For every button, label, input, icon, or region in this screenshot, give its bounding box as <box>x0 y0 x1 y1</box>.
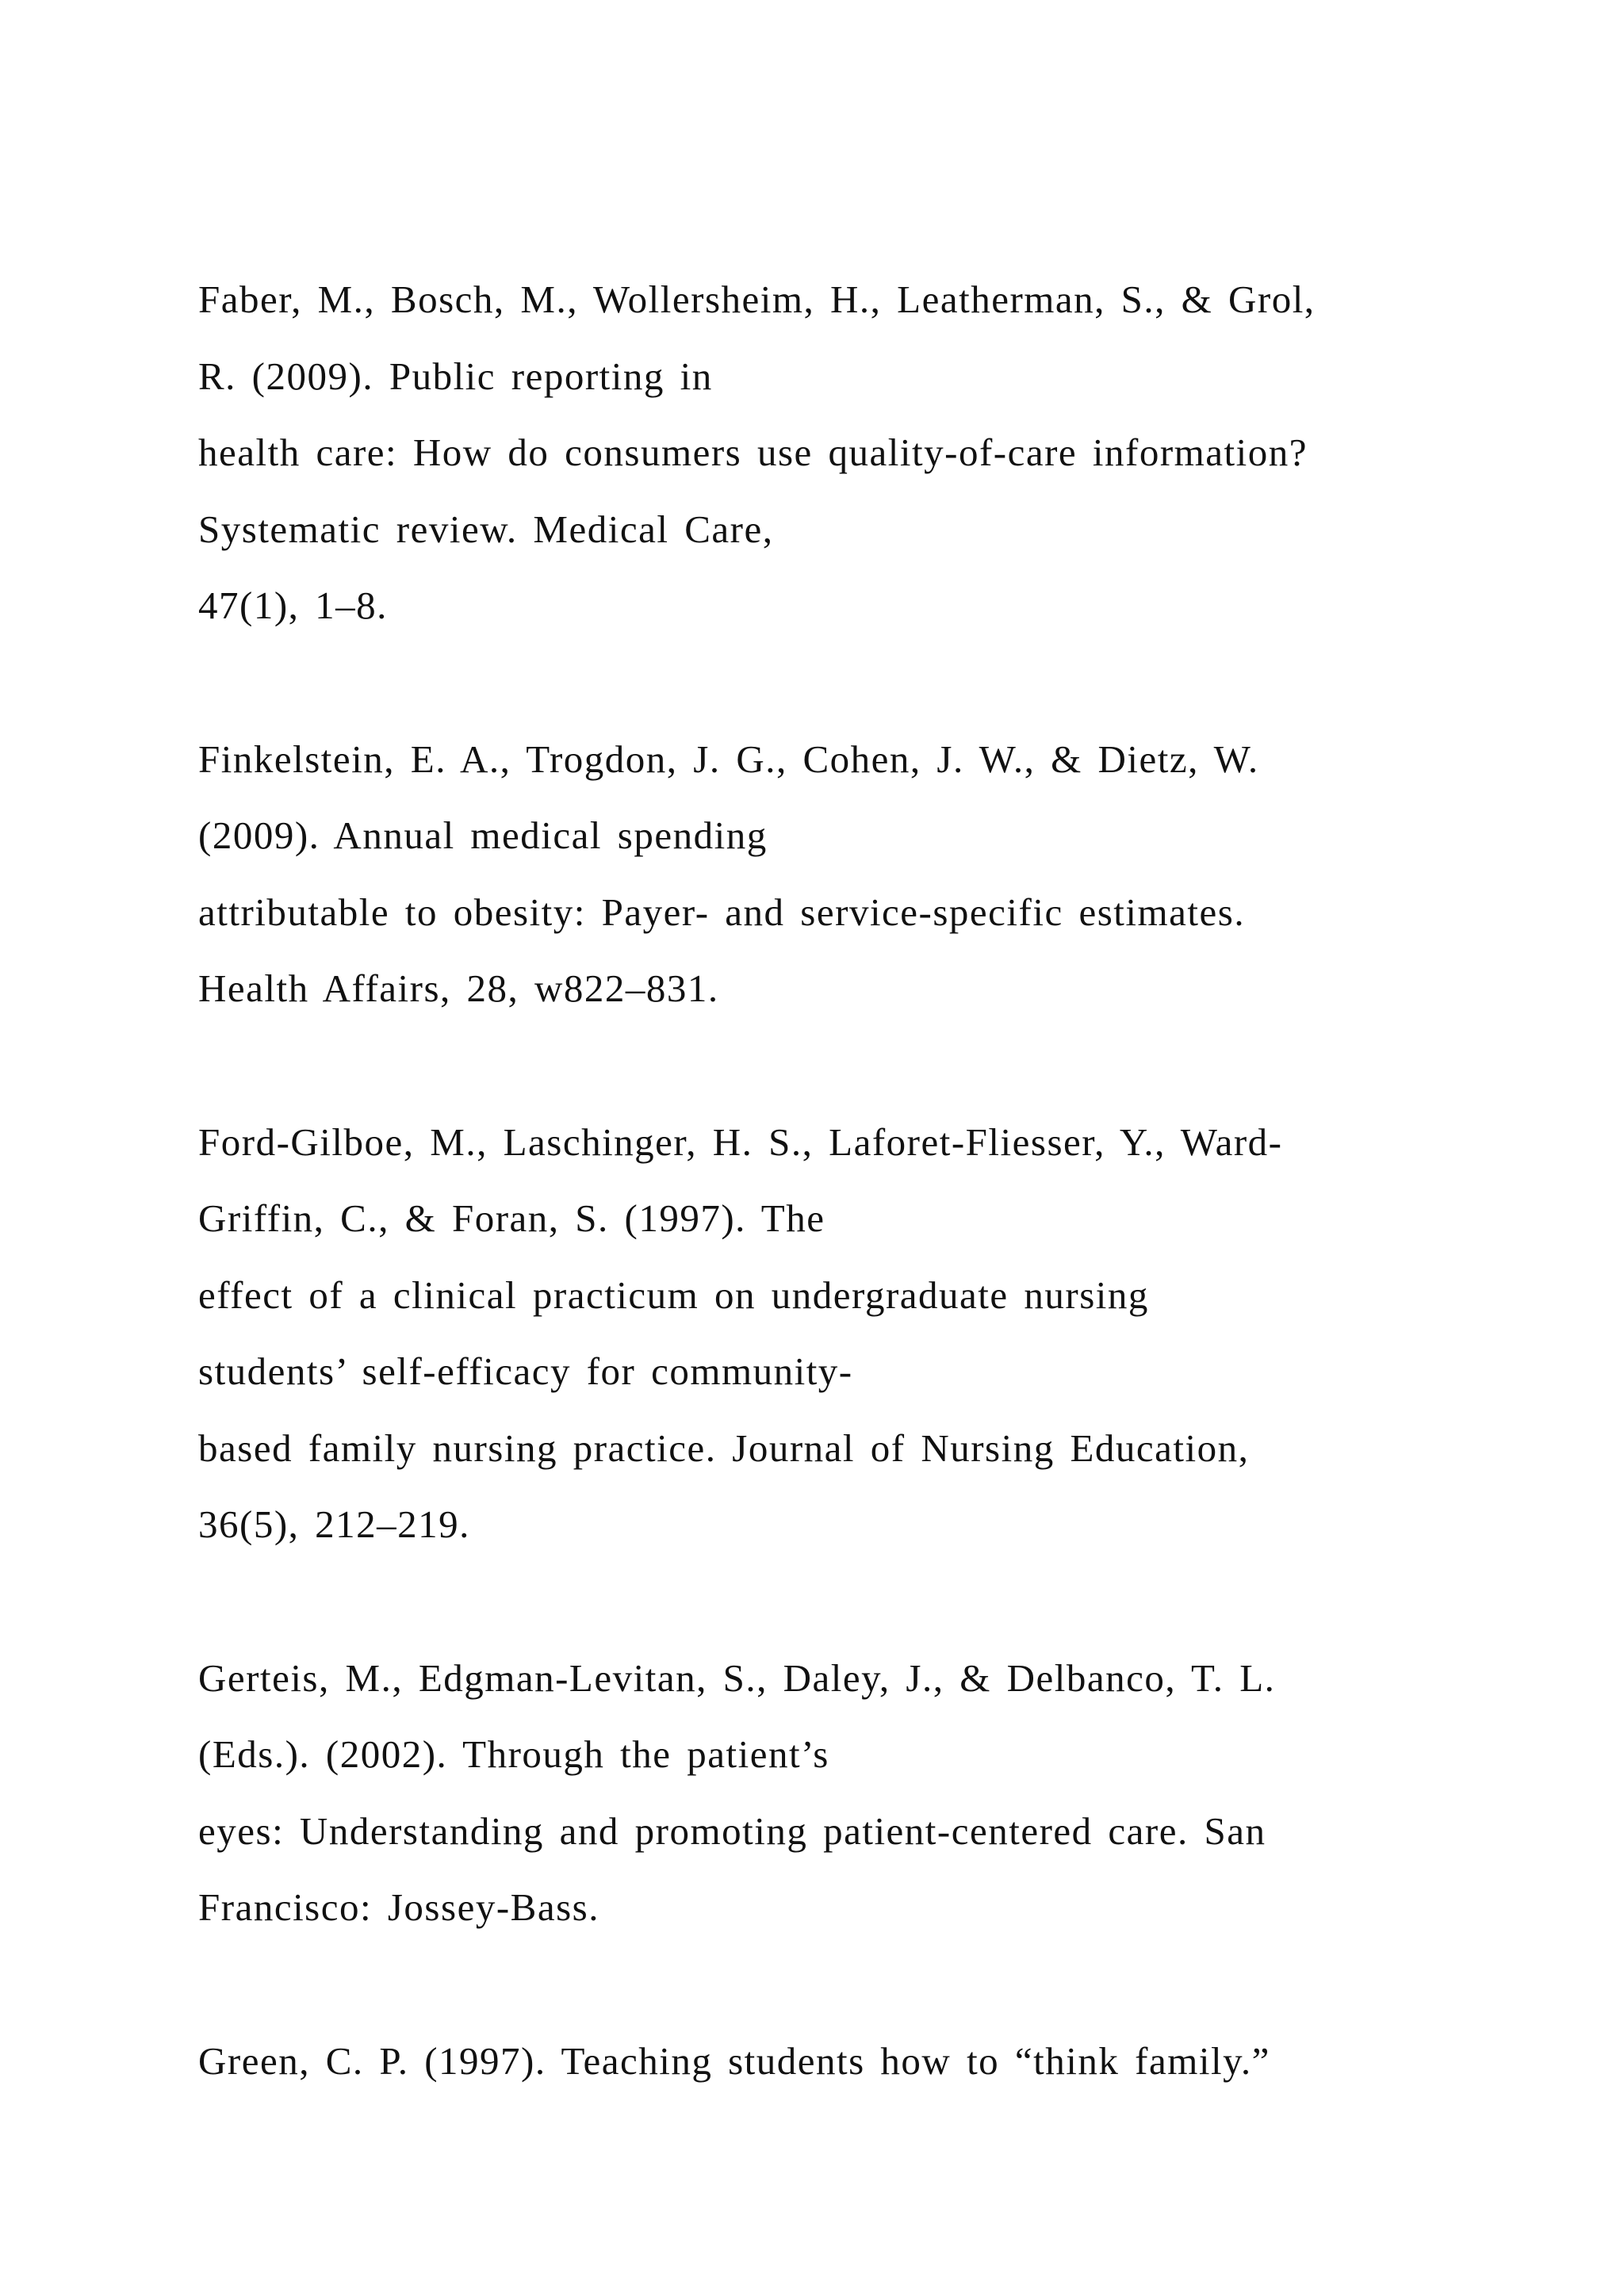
reference-line: Griffin, C., & Foran, S. (1997). The <box>198 1196 825 1240</box>
reference-line: Gerteis, M., Edgman-Levitan, S., Daley, J., & Delbanco, T. L. <box>198 1655 1276 1700</box>
reference-entry-green <box>198 2023 1435 2100</box>
reference-line: Finkelstein, E. A., Trogdon, J. G., Cohen, J. W., & Dietz, W. <box>198 737 1259 781</box>
reference-line: 36(5), 212–219. <box>198 1502 470 1546</box>
reference-entry-finkelstein <box>198 721 1435 1027</box>
reference-line: effect of a clinical practicum on undergraduate nursing <box>198 1272 1149 1317</box>
reference-line: eyes: Understanding and promoting patient-centered care. San <box>198 1808 1266 1853</box>
reference-line: Faber, M., Bosch, M., Wollersheim, H., Leatherman, S., & Grol, <box>198 277 1316 321</box>
reference-line: (Eds.). (2002). Through the patient’s <box>198 1732 829 1776</box>
reference-line: Green, C. P. (1997). Teaching students how to “think family.” <box>198 2038 1270 2083</box>
reference-list <box>198 262 1435 2176</box>
reference-line: 47(1), 1–8. <box>198 584 388 627</box>
reference-line: attributable to obesity: Payer- and service-specific estimates. <box>198 890 1246 934</box>
reference-line: Ford-Gilboe, M., Laschinger, H. S., Laforet-Fliesser, Y., Ward- <box>198 1119 1283 1164</box>
reference-line: Health Affairs, 28, w822–831. <box>198 966 719 1010</box>
reference-entry-ford-gilboe <box>198 1104 1435 1563</box>
reference-line: R. (2009). Public reporting in <box>198 354 713 398</box>
reference-line: students’ self-efficacy for community- <box>198 1349 853 1393</box>
reference-line: health care: How do consumers use quality-of-care information? <box>198 430 1308 474</box>
reference-line: based family nursing practice. Journal of Nursing Education, <box>198 1425 1250 1470</box>
reference-line: Systematic review. Medical Care, <box>198 507 774 551</box>
reference-line: Francisco: Jossey-Bass. <box>198 1885 599 1929</box>
reference-entry-gerteis <box>198 1640 1435 1946</box>
reference-entry-faber <box>198 262 1435 645</box>
reference-line: (2009). Annual medical spending <box>198 813 768 857</box>
